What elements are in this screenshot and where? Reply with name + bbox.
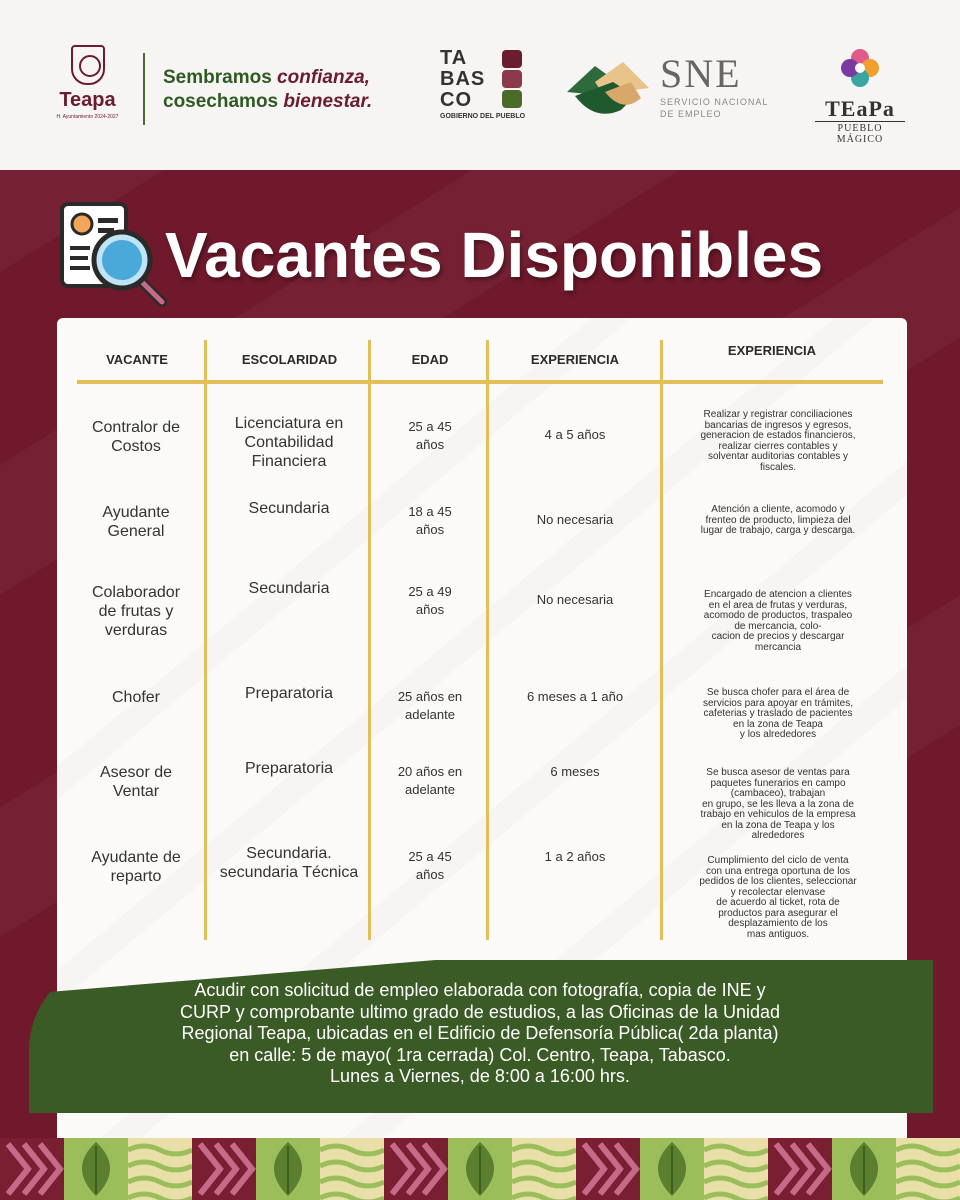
pattern-tile xyxy=(256,1138,320,1200)
cell-experiencia: 4 a 5 años xyxy=(544,427,606,442)
teapa-logo-sub: H. Ayuntamiento 2024-2027 xyxy=(56,114,119,120)
cell-descripcion: Realizar y registrar conciliaciones bancarias de ingresos y egresos, generacion de estados financieros, realizar cierres contables y solventar auditorias contables y fiscales. xyxy=(700,409,856,473)
cell-descripcion: Se busca chofer para el área de servicios para apoyar en trámites, cafeterias y traslado de pacientes en la zona de Teapa y los alrededores xyxy=(702,687,854,740)
cell-experiencia: 6 meses a 1 año xyxy=(526,689,624,704)
header-descripcion: EXPERIENCIA xyxy=(727,343,817,358)
cell-vacante: Asesor de Ventar xyxy=(99,764,173,800)
cell-edad: 25 a 45 años xyxy=(408,849,452,882)
resume-search-icon xyxy=(58,198,170,310)
cell-descripcion: Encargado de atencion a clientes en el area de frutas y verduras, acomodo de productos, traspaleo de mercancia, colo- cacion de precios y descargar mercancia xyxy=(703,589,853,653)
pattern-tile xyxy=(512,1138,576,1200)
cell-vacante: Contralor de Costos xyxy=(91,419,181,455)
cell-vacante: Ayudante de reparto xyxy=(91,849,181,885)
cell-escolaridad: Licenciatura en Contabilidad Financiera xyxy=(234,415,344,470)
decorative-pattern-band xyxy=(0,1138,960,1200)
teapa-logo-name: Teapa xyxy=(59,89,116,111)
header xyxy=(0,0,960,170)
cell-vacante: Ayudante General xyxy=(102,504,170,540)
pattern-tile xyxy=(0,1138,64,1200)
header-edad: EDAD xyxy=(411,352,449,367)
cell-edad: 25 a 45 años xyxy=(408,419,452,452)
cell-experiencia: 6 meses xyxy=(550,764,600,779)
pattern-tile xyxy=(448,1138,512,1200)
header-rule xyxy=(77,380,883,384)
pattern-tile xyxy=(576,1138,640,1200)
cell-edad: 25 años en adelante xyxy=(397,689,463,722)
cell-edad: 20 años en adelante xyxy=(397,764,463,797)
cell-escolaridad: Secundaria xyxy=(248,500,330,517)
cell-edad: 18 a 45 años xyxy=(408,504,452,537)
tabasco-logo: TA BAS CO GOBIERNO DEL PUEBLO xyxy=(440,47,526,120)
coat-of-arms-icon xyxy=(71,45,105,85)
flower-icon xyxy=(840,48,880,88)
header-vacante: VACANTE xyxy=(106,352,168,367)
pattern-tile xyxy=(384,1138,448,1200)
handshake-icon xyxy=(565,52,651,128)
tabasco-glyph-icon xyxy=(502,50,524,110)
teapa-municipal-logo xyxy=(50,45,125,120)
pattern-tile xyxy=(832,1138,896,1200)
cell-escolaridad: Preparatoria xyxy=(244,685,334,702)
cell-experiencia: 1 a 2 años xyxy=(544,849,606,864)
pattern-tile xyxy=(768,1138,832,1200)
pattern-tile xyxy=(704,1138,768,1200)
header-experiencia: EXPERIENCIA xyxy=(530,352,620,367)
pattern-tile xyxy=(128,1138,192,1200)
header-divider xyxy=(143,53,145,125)
pueblo-magico-logo: TEaPa PUEBLO MÁGICO xyxy=(815,48,905,147)
cell-experiencia: No necesaria xyxy=(536,592,614,607)
cell-edad: 25 a 49 años xyxy=(408,584,452,617)
sne-logo: SNE SERVICIO NACIONAL DE EMPLEO xyxy=(660,51,769,119)
pattern-tile xyxy=(320,1138,384,1200)
pattern-tile xyxy=(640,1138,704,1200)
cell-escolaridad: Preparatoria xyxy=(244,760,334,777)
column-divider xyxy=(204,340,207,940)
cell-escolaridad: Secundaria. secundaria Técnica xyxy=(219,845,359,881)
cell-descripcion: Atención a cliente, acomodo y frenteo de producto, limpieza del lugar de trabajo, carga y descarga. xyxy=(700,504,856,536)
cell-vacante: Chofer xyxy=(111,689,161,706)
header-escolaridad: ESCOLARIDAD xyxy=(241,352,338,367)
application-instructions: Acudir con solicitud de empleo elaborada con fotografía, copia de INE y CURP y comprobante ultimo grado de estudios, a las Oficinas de la Unidad Regional Teapa, ubicadas en el Edificio de Defensoría Pública( 2da planta) en calle: 5 de mayo( 1ra cerrada) Col. Centro, Teapa, Tabasco. Lunes a Viernes, de 8:00 a 16:00 hrs. xyxy=(180,980,780,1086)
slogan: Sembramos confianza, cosechamos bienestar. xyxy=(163,67,373,112)
cell-vacante: Colaborador de frutas y verduras xyxy=(91,584,181,639)
pattern-tile xyxy=(64,1138,128,1200)
cell-experiencia: No necesaria xyxy=(536,512,614,527)
cell-escolaridad: Secundaria xyxy=(248,580,330,597)
pattern-tile xyxy=(896,1138,960,1200)
pattern-tile xyxy=(192,1138,256,1200)
page-title: Vacantes Disponibles xyxy=(165,219,824,291)
cell-descripcion: Se busca asesor de ventas para paquetes funerarios en campo (cambaceo), trabajan en grupo, se les lleva a la zona de trabajo en vehiculos de la empresa en la zona de Teapa y los alrededores xyxy=(700,767,856,841)
cell-descripcion: Cumplimiento del ciclo de venta con una entrega oportuna de los pedidos de los clientes, seleccionar y recolectar elenvase de acuerdo al ticket, rota de productos para asegurar el desplazamiento de los mas antiguos. xyxy=(699,855,857,940)
